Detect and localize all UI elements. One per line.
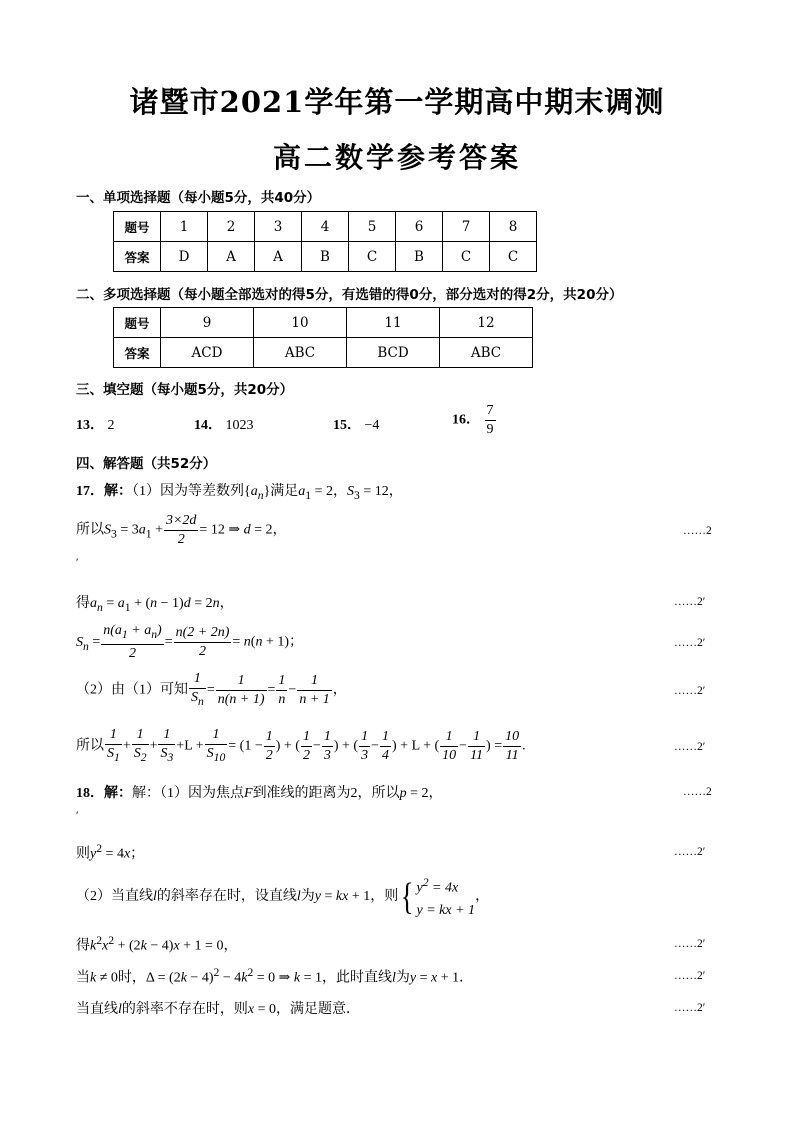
fraction: $\frac{1}{S_3}$: [160, 727, 174, 764]
stray-mark: ′: [76, 810, 79, 822]
fraction: $\frac{1}{4}$: [382, 728, 390, 763]
score-mark: ……2′: [674, 846, 706, 858]
table-row: [114, 212, 537, 242]
table-cell: ABC: [254, 338, 347, 368]
table-cell: C: [490, 242, 537, 272]
table-cell: ABC: [440, 338, 533, 368]
fill-in-16: [452, 402, 497, 439]
q17-line-1: 17．解：（1）因为等差数列$\{a_n\}$满足$a_1 = 2$，$S_3 = 12$，: [76, 484, 403, 502]
table-cell: 10: [254, 308, 347, 338]
q17-line-3: 得$a_n = a_1 + (n - 1)d = 2n$，: [76, 596, 234, 614]
fraction: $\frac{10}{11}$: [505, 728, 520, 763]
table-cell: BCD: [347, 338, 440, 368]
fill-in-14: [194, 414, 254, 434]
brace: {: [400, 875, 414, 918]
single-choice-answer-table: [113, 211, 537, 272]
table-row: [114, 338, 533, 368]
q17-line-4: $S_n$ = $\frac{n(a_1 + a_n)}{2}$ = $\frac{n(2 + 2n)}{2}$ = n(n + 1)；: [76, 623, 304, 661]
fill-in-13: [76, 414, 115, 434]
fraction: $\frac{1}{S_{10}}$: [206, 727, 226, 764]
question-number: 15．: [333, 418, 361, 433]
fraction: $\frac{n(a_1 + a_n)}{2}$: [103, 623, 162, 661]
section-single-choice-heading: 一、单项选择题（每小题5分，共40分）: [76, 190, 321, 206]
section-fill-in-heading: 三、填空题（每小题5分，共20分）: [76, 382, 294, 398]
fraction: $\frac{1}{n + 1}$: [299, 672, 330, 707]
answer-value: −4: [364, 418, 380, 433]
row-label-number: 题号: [114, 308, 161, 338]
multiple-choice-answer-table: [113, 307, 533, 368]
q18-line-6: 当直线l的斜率不存在时，则x = 0，满足题意．: [76, 1002, 361, 1017]
table-cell: A: [255, 242, 302, 272]
table-cell: 12: [440, 308, 533, 338]
fraction: $\frac{1}{3}$: [361, 728, 369, 763]
question-number: 13．: [76, 418, 104, 433]
question-number: 16．: [452, 412, 480, 428]
fraction: $\frac{1}{S_1}$: [107, 727, 120, 764]
question-number: 17．解：: [76, 484, 132, 499]
table-cell: 9: [161, 308, 254, 338]
score-mark: ……2: [683, 786, 712, 798]
table-row: [114, 242, 537, 272]
table-cell: 2: [208, 212, 255, 242]
table-cell: B: [396, 242, 443, 272]
score-mark: ……2′: [674, 1002, 706, 1014]
table-cell: ACD: [161, 338, 254, 368]
fraction: $\frac{1}{11}$: [470, 728, 484, 763]
score-mark: ……2′: [674, 685, 706, 697]
table-cell: A: [208, 242, 255, 272]
score-mark: ……2′: [674, 741, 706, 753]
q17-line-2: 所以$S_3 = 3a_1$ + $\frac{3\times 2d}{2}$ = 12 ⇒ d = 2，: [76, 513, 287, 547]
numerator: 7: [485, 402, 496, 421]
fill-in-15: [333, 414, 379, 434]
q18-line-5: 当k ≠ 0时，$\Delta = (2k - 4)^2 - 4k^2 = 0$ ⇒ k = 1，此时直线l为y = x + 1．: [76, 966, 474, 986]
table-cell: 1: [161, 212, 208, 242]
table-cell: 11: [347, 308, 440, 338]
answer-value: 1023: [225, 418, 254, 433]
fraction: $\frac{1}{S_2}$: [133, 727, 147, 764]
q17-line-5: （2）由（1）可知 $\frac{1}{S_n}$ = $\frac{1}{n(n + 1)}$ = $\frac{1}{n}$ − $\frac{1}{n + 1}$ ，: [76, 670, 347, 711]
score-mark: ……2′: [674, 970, 706, 982]
table-cell: B: [302, 242, 349, 272]
table-cell: 6: [396, 212, 443, 242]
answer-value: 2: [107, 418, 115, 433]
stray-mark: ′: [76, 557, 79, 569]
table-cell: 4: [302, 212, 349, 242]
score-mark: ……2: [683, 525, 712, 537]
table-cell: 7: [443, 212, 490, 242]
q18-line-4: 得$k^2x^2 + (2k - 4)x + 1 = 0$，: [76, 934, 238, 954]
fraction: $\frac{1}{2}$: [265, 728, 273, 763]
q18-line-3: （2）当直线l的斜率存在时，设直线l为y = kx + 1，则{ $y^2 = 4x$ y = kx + 1 ，: [76, 872, 489, 922]
table-cell: D: [161, 242, 208, 272]
fraction: $\frac{1}{3}$: [323, 728, 331, 763]
page-subtitle: 高二数学参考答案: [272, 141, 521, 174]
table-cell: 8: [490, 212, 537, 242]
fraction: $\frac{1}{S_n}$: [191, 671, 204, 708]
fraction: $\frac{n(2 + 2n)}{2}$: [175, 624, 230, 659]
score-mark: ……2′: [674, 596, 706, 608]
q17-line-6: 所以 $\frac{1}{S_1}$ + $\frac{1}{S_2}$ + $\frac{1}{S_3}$ +L + $\frac{1}{S_{10}}$ = (1 − $\frac{1}{2}$ ) + ( $\frac{1}{2}$ − $\frac{1}{3}$ ) + ( $\frac{1}{3}$ − $\frac{1}{4}$ ) + L + ( $\frac{1}{10}$ − $\frac{1}{11}$ ) = $\frac{10}{11}$ .: [76, 726, 526, 767]
fraction: $\frac{1}{10}$: [442, 728, 457, 763]
answer-fraction: [485, 402, 496, 439]
table-row: [114, 308, 533, 338]
table-cell: C: [443, 242, 490, 272]
score-mark: ……2′: [674, 938, 706, 950]
q18-line-1: 18．解：解：（1）因为焦点F到准线的距离为2，所以p = 2，: [76, 786, 443, 801]
row-label-number: 题号: [114, 212, 161, 242]
table-cell: 3: [255, 212, 302, 242]
section-solution-heading: 四、解答题（共52分）: [76, 456, 217, 472]
section-multiple-choice-heading: 二、多项选择题（每小题全部选对的得5分，有选错的得0分，部分选对的得2分，共20分）: [76, 287, 623, 303]
fraction: $\frac{1}{n(n + 1)}$: [217, 672, 265, 707]
equation-system: $y^2 = 4x$ y = kx + 1: [416, 876, 476, 918]
score-mark: ……2′: [674, 637, 706, 649]
table-cell: C: [349, 242, 396, 272]
denominator: 9: [486, 422, 494, 437]
row-label-answer: 答案: [114, 338, 161, 368]
question-number: 18．解：: [76, 786, 132, 801]
question-number: 14．: [194, 418, 222, 433]
fraction: $\frac{1}{2}$: [302, 728, 310, 763]
row-label-answer: 答案: [114, 242, 161, 272]
page-title: 诸暨市2021学年第一学期高中期末调测: [129, 85, 665, 119]
fraction: $\frac{1}{n}$: [278, 672, 286, 707]
table-cell: 5: [349, 212, 396, 242]
q18-line-2: 则$y^2 = 4x$；: [76, 842, 145, 862]
fraction: $\frac{3\times 2d}{2}$: [165, 513, 197, 547]
